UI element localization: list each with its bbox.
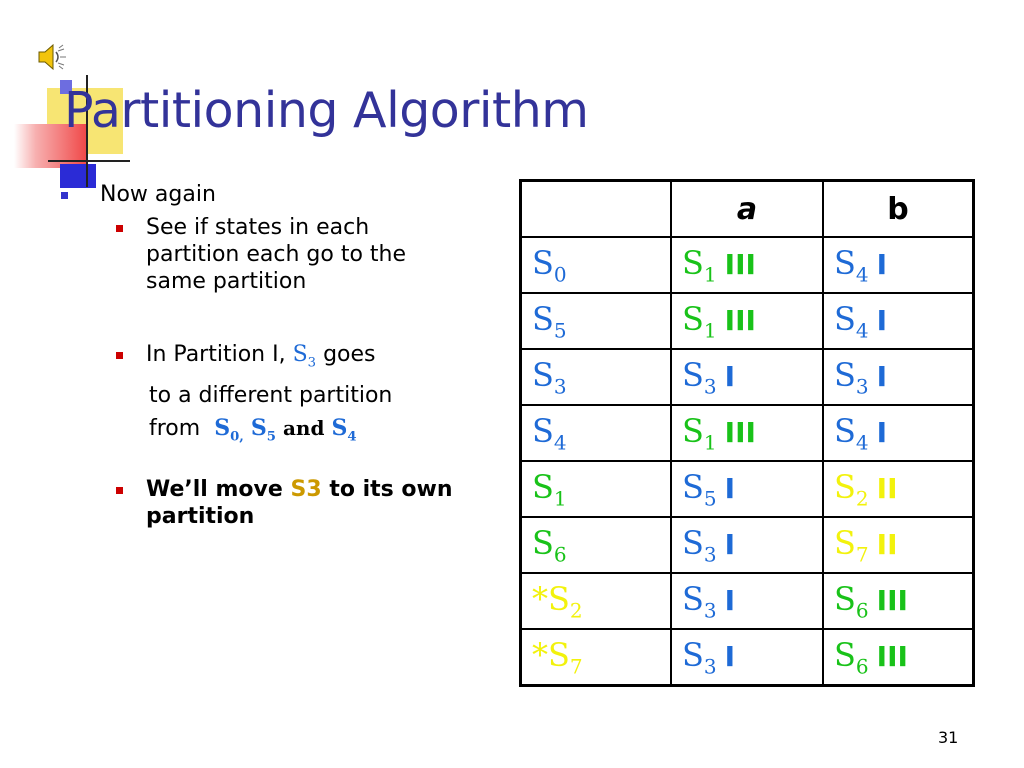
transition-cell-a [671,517,823,573]
bullet-text: to its own partition [146,477,453,529]
transition-cell-b [823,293,974,349]
bullet-text: See if states in each partition each go to the same partition [146,215,407,294]
state-cell [521,573,672,629]
table-row [521,517,974,573]
transition-cell-b [823,629,974,686]
partition-label: I [724,359,736,393]
state-cell [521,629,672,686]
sub-bullet-3 [146,476,466,530]
page-number: 31 [938,728,959,747]
bullet-marker [116,352,123,359]
state-cell [521,461,672,517]
transition-cell-b [823,573,974,629]
state-cell [521,293,672,349]
partition-label: I [876,247,888,281]
partition-label: III [724,303,756,337]
transition-cell-b [823,405,974,461]
partition-label: II [876,471,898,505]
bullet-text: Now again [100,182,216,207]
table-row [521,349,974,405]
partition-label: I [876,303,888,337]
state-s3-highlight: S3 [290,477,322,502]
state-s0-ref: $S_{0,}$ [214,415,244,445]
partition-label: I [724,471,736,505]
partition-label: III [876,639,908,673]
table-row [521,237,974,293]
decorative-horizontal-line [48,160,130,162]
state-label: $S_6$ [834,579,869,623]
table-row [521,405,974,461]
transition-cell-a [671,349,823,405]
bullet-text: In Partition I, [146,342,286,367]
state-label: $S_3$ [682,355,717,399]
state-label: $S_3$ [682,635,717,679]
state-label: $S_3$ [532,355,567,399]
table-row [521,629,974,686]
state-s4-ref: $S_4$ [331,415,357,445]
partition-label: III [724,247,756,281]
partition-label: I [724,639,736,673]
table-row [521,293,974,349]
transition-cell-b [823,517,974,573]
transition-table [519,179,975,687]
state-s5-ref: $S_5$ [250,415,276,445]
state-cell [521,237,672,293]
state-label: $S_5$ [532,299,567,343]
state-label: $S_4$ [834,411,869,455]
transition-cell-b [823,349,974,405]
transition-cell-a [671,629,823,686]
state-label: $S_7$ [834,523,869,567]
transition-cell-a [671,293,823,349]
table-row [521,573,974,629]
partition-label: III [724,415,756,449]
and-text: and [282,416,325,441]
bullet-list [58,182,458,529]
state-cell [521,349,672,405]
state-label: $S_3$ [834,355,869,399]
partition-label: I [724,527,736,561]
state-label: $S_6$ [532,523,567,567]
bullet-marker [116,487,123,494]
sub-bullet-2 [146,338,466,454]
slide-title: Partitioning Algorithm [64,82,589,139]
state-label: $S_1$ [532,467,567,511]
state-label: $*S_2$ [532,579,583,623]
state-label: $S_1$ [682,411,717,455]
header-cell-empty [521,181,672,238]
speaker-icon[interactable] [36,40,70,74]
sub-bullet-1 [146,214,466,295]
transition-cell-a [671,461,823,517]
state-label: $S_5$ [682,467,717,511]
table-header-row [521,181,974,238]
partition-label: I [724,583,736,617]
header-cell-a: a [671,181,823,238]
state-label: $S_0$ [532,243,567,287]
state-cell [521,405,672,461]
state-label: $S_3$ [682,523,717,567]
state-label: $S_4$ [834,299,869,343]
bullet-text: from [149,416,201,442]
header-cell-b: b [823,181,974,238]
transition-cell-b [823,237,974,293]
partition-label: I [876,359,888,393]
bullet-text: to a different partition [149,383,393,409]
partition-label: III [876,583,908,617]
bullet-text: We’ll move [146,477,283,502]
state-label: $S_2$ [834,467,869,511]
transition-cell-a [671,405,823,461]
state-label: $S_4$ [532,411,567,455]
state-label: $S_3$ [682,579,717,623]
bullet-marker [116,225,123,232]
state-label: $S_6$ [834,635,869,679]
state-label: $S_1$ [682,243,717,287]
bullet-level1 [58,182,458,208]
transition-cell-b [823,461,974,517]
state-label: $S_4$ [834,243,869,287]
bullet-marker [61,192,68,199]
transition-cell-a [671,573,823,629]
state-cell [521,517,672,573]
bullet-text: goes [323,342,376,367]
table-row [521,461,974,517]
partition-label: II [876,527,898,561]
state-s3-ref: $S_3$ [292,342,317,371]
partition-label: I [876,415,888,449]
state-label: $S_1$ [682,299,717,343]
state-label: $*S_7$ [532,635,583,679]
transition-cell-a [671,237,823,293]
